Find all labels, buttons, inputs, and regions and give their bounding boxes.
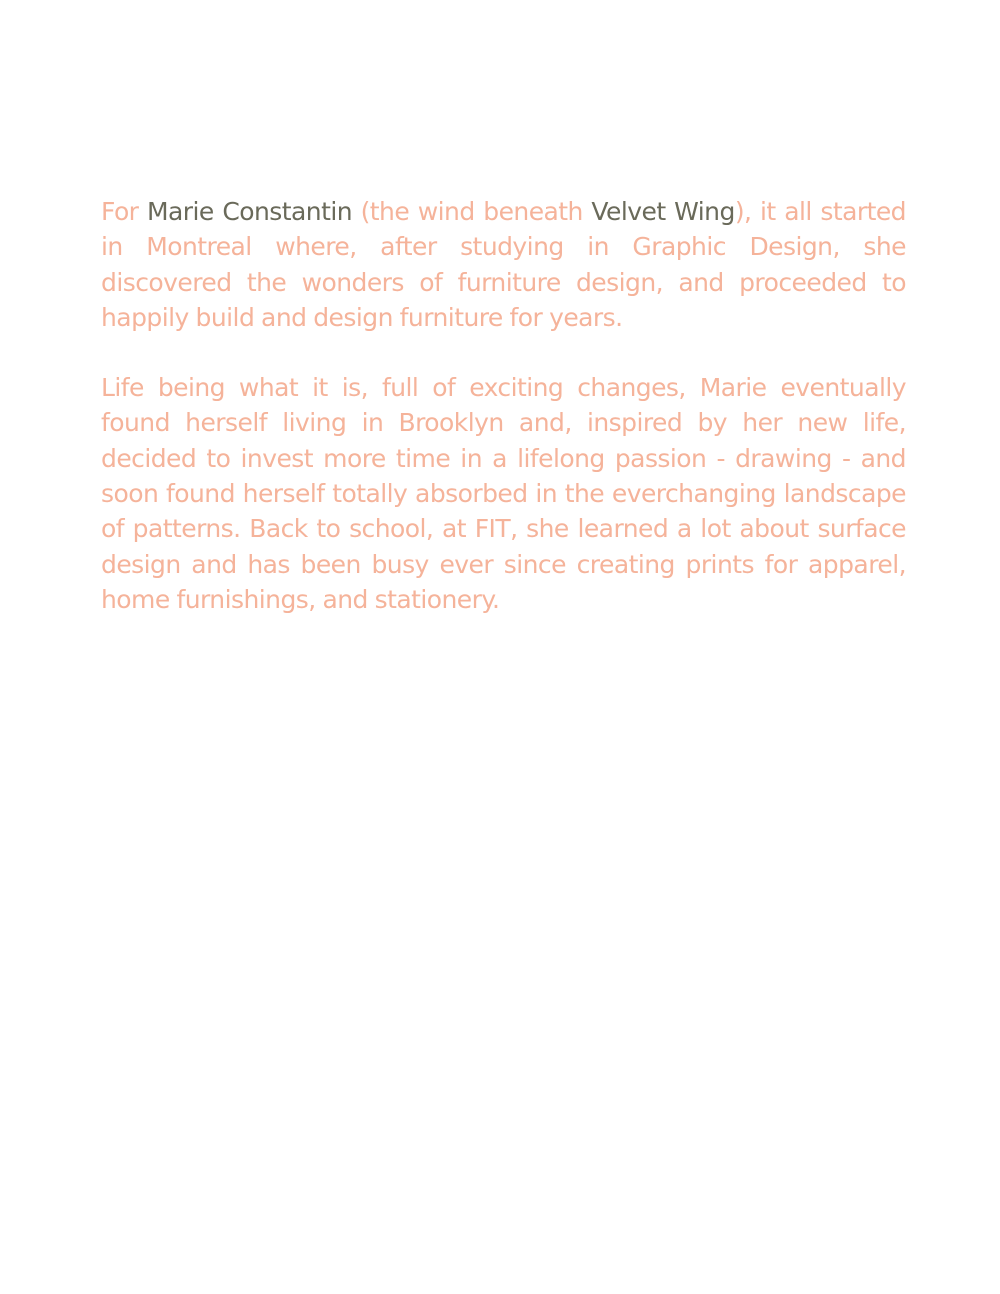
paragraph-text: (the wind beneath	[352, 197, 592, 226]
paragraph-text: For	[101, 197, 147, 226]
paragraph-text: Life being what it is, full of exciting changes, Marie eventually found herself living in Brooklyn and, inspired by her new life, decided to invest more time in a lifelong passion - drawing - and soon found herself totally absorbed in the everchanging landscape of patterns. Back to school, at FIT, she learned a lot about surface design and has been busy ever since creating prints for apparel, home furnishings, and stationery.	[101, 373, 906, 614]
bio-paragraph-2	[101, 370, 906, 617]
person-name: Marie Constantin	[147, 197, 353, 226]
bio-text-block	[101, 194, 906, 652]
brand-name: Velvet Wing	[591, 197, 735, 226]
bio-paragraph-1	[101, 194, 906, 335]
paragraph-text: ), it all started in Montreal where, after studying in Graphic Design, she discovered the wonders of furniture design, and proceeded to happily build and design furniture for years.	[101, 197, 906, 332]
